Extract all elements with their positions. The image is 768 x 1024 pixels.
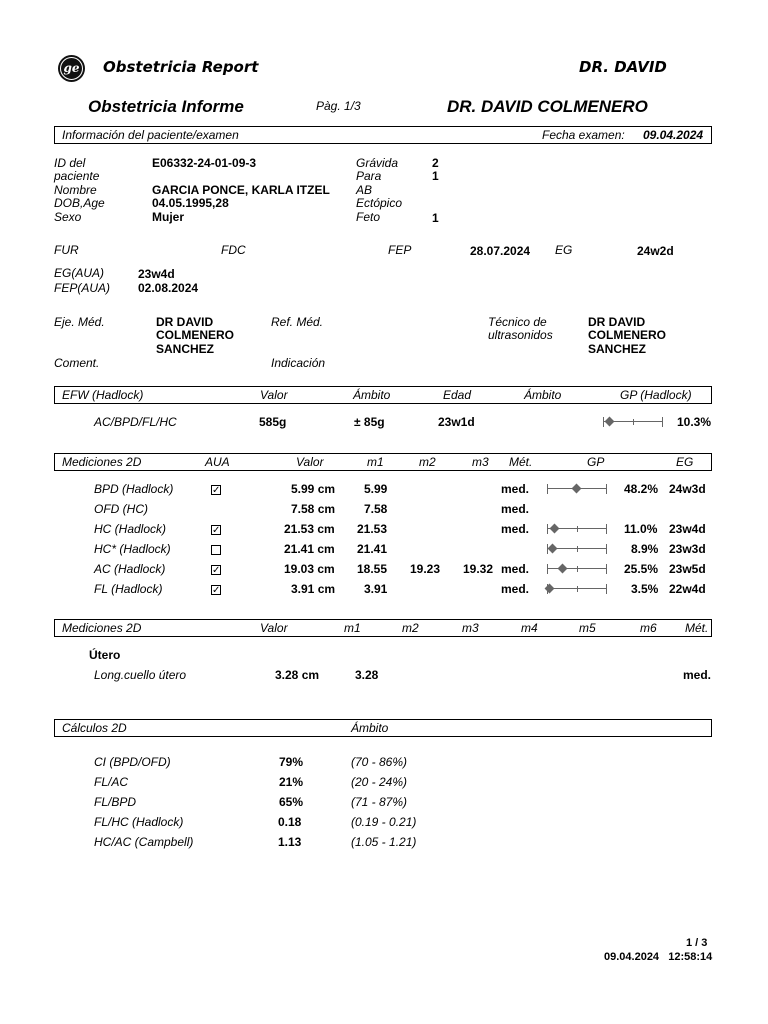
- patient-name: GARCIA PONCE, KARLA ITZEL: [152, 183, 330, 197]
- gp-tick-end: [662, 417, 663, 427]
- efw-section-header: [54, 386, 712, 404]
- gp-tick-start: [603, 417, 604, 427]
- med-row-label: BPD (Hadlock): [94, 482, 174, 496]
- patient-section-header: [54, 126, 712, 144]
- coment-label: Coment.: [54, 356, 100, 370]
- med-row-eg: 22w4d: [669, 582, 706, 596]
- feto-label: Feto: [356, 210, 381, 224]
- gp-tick-end: [606, 564, 607, 574]
- med-row-valor: 5.99 cm: [291, 482, 336, 496]
- report-doctor: DR. DAVID COLMENERO: [447, 97, 648, 116]
- cervix-m1: 3.28: [355, 668, 379, 682]
- med2d-section-header: [54, 453, 712, 471]
- eje-line-2: COLMENERO: [156, 328, 234, 342]
- efw-col-edad: Edad: [443, 388, 472, 402]
- calc-row-ambito: (70 - 86%): [351, 755, 408, 769]
- med2d-b-col-m1: m1: [344, 621, 361, 635]
- fep-value: 28.07.2024: [470, 244, 531, 258]
- name-label: Nombre: [54, 183, 97, 197]
- calc-row-valor: 65%: [279, 795, 304, 809]
- tech-line-2: COLMENERO: [588, 328, 666, 342]
- med2d-col-eg: EG: [676, 455, 694, 469]
- sex-label: Sexo: [54, 210, 82, 224]
- calc-row-label: FL/BPD: [94, 795, 137, 809]
- aua-checkbox: [211, 545, 221, 555]
- feto-value: 1: [432, 211, 439, 225]
- med-row-eg: 23w4d: [669, 522, 706, 536]
- eje-label: Eje. Méd.: [54, 315, 105, 329]
- med-row-gp-bar: [547, 522, 607, 536]
- cervix-valor: 3.28 cm: [275, 668, 320, 682]
- gravida-value: 2: [432, 156, 439, 170]
- calc2d-section-header: [54, 719, 712, 737]
- id-label: ID del: [54, 156, 86, 170]
- indicacion-label: Indicación: [271, 356, 326, 370]
- cervix-met: med.: [683, 668, 712, 682]
- fep-aua-label: FEP(AUA): [54, 281, 111, 295]
- gp-tick-end: [606, 544, 607, 554]
- patient-dob: 04.05.1995,28: [152, 196, 229, 210]
- med-row-gp-bar: [547, 562, 607, 576]
- tech-label-2: ultrasonidos: [488, 328, 553, 342]
- efw-row-edad: 23w1d: [438, 415, 475, 429]
- efw-row-gp: 10.3%: [677, 415, 712, 429]
- calc-row-label: HC/AC (Campbell): [94, 835, 194, 849]
- med-row-label: HC* (Hadlock): [94, 542, 171, 556]
- calc-row-label: FL/AC: [94, 775, 129, 789]
- med-row-gp: 25.5%: [624, 562, 659, 576]
- calc-row-valor: 1.13: [278, 835, 302, 849]
- med2d-b-col-valor: Valor: [260, 621, 288, 635]
- med-row-label: AC (Hadlock): [94, 562, 166, 576]
- med-row-m1: 5.99: [364, 482, 388, 496]
- med-row-gp: 11.0%: [624, 522, 658, 536]
- eg-aua-label: EG(AUA): [54, 266, 105, 280]
- calc2d-col-ambito: Ámbito: [351, 721, 389, 735]
- brand-title: Obstetricia Report: [103, 58, 259, 76]
- efw-title: EFW (Hadlock): [62, 388, 144, 402]
- med2d-title: Mediciones 2D: [62, 455, 142, 469]
- med2d-b-col-m6: m6: [640, 621, 657, 635]
- gp-tick-mid: [633, 419, 634, 425]
- calc-row-valor: 79%: [279, 755, 304, 769]
- fep-label: FEP: [388, 243, 412, 257]
- ref-label: Ref. Méd.: [271, 315, 324, 329]
- med-row-m1: 21.53: [357, 522, 388, 536]
- efw-col-gp: GP (Hadlock): [620, 388, 692, 402]
- gp-marker: [558, 564, 568, 574]
- calc-row-ambito: (71 - 87%): [351, 795, 408, 809]
- brand-doctor: DR. DAVID: [579, 58, 667, 76]
- page-indicator: Pàg. 1/3: [316, 99, 361, 113]
- med2d-col-m1: m1: [367, 455, 384, 469]
- med-row-gp: 8.9%: [631, 542, 659, 556]
- med2d-col-aua: AUA: [205, 455, 230, 469]
- aua-checkbox: ✓: [212, 525, 221, 536]
- eje-line-3: SANCHEZ: [156, 342, 215, 356]
- med-row-gp-bar: [547, 582, 607, 596]
- med-row-valor: 3.91 cm: [291, 582, 336, 596]
- eg-label: EG: [555, 243, 573, 257]
- med-row-eg: 23w3d: [669, 542, 706, 556]
- med-row-m1: 3.91: [364, 582, 388, 596]
- med2d-b-title: Mediciones 2D: [62, 621, 142, 635]
- med-row-label: FL (Hadlock): [94, 582, 163, 596]
- med-row-gp: 3.5%: [631, 582, 659, 596]
- med-row-met: med.: [501, 582, 530, 596]
- cervix-label: Long.cuello útero: [94, 668, 187, 682]
- gp-tick-mid: [577, 586, 578, 592]
- patient-sex: Mujer: [152, 210, 185, 224]
- aua-checkbox: ✓: [212, 485, 221, 496]
- footer-datetime: 09.04.2024 12:58:14: [604, 951, 713, 963]
- exam-date-label: Fecha examen:: [542, 128, 625, 142]
- calc-row-ambito: (20 - 24%): [351, 775, 408, 789]
- med-row-valor: 21.53 cm: [284, 522, 335, 536]
- id-label-2: paciente: [54, 169, 100, 183]
- med-row-valor: 19.03 cm: [284, 562, 335, 576]
- med2d-col-gp: GP: [587, 455, 605, 469]
- eje-line-1: DR DAVID: [156, 315, 214, 329]
- med-row-eg: 23w5d: [669, 562, 706, 576]
- med-row-gp-bar: [547, 542, 607, 556]
- ab-label: AB: [356, 183, 373, 197]
- tech-label-1: Técnico de: [488, 315, 547, 329]
- efw-col-valor: Valor: [260, 388, 288, 402]
- footer-page: 1 / 3: [686, 937, 708, 949]
- med-row-eg: 24w3d: [669, 482, 706, 496]
- tech-line-1: DR DAVID: [588, 315, 646, 329]
- med2d-b-col-met: Mét.: [685, 621, 709, 635]
- calc2d-title: Cálculos 2D: [62, 721, 127, 735]
- efw-gp-bar: [603, 415, 663, 429]
- efw-row-valor: 585g: [259, 415, 287, 429]
- calc-row-label: CI (BPD/OFD): [94, 755, 171, 769]
- med-row-m2: 19.23: [410, 562, 441, 576]
- med-row-m1: 18.55: [357, 562, 388, 576]
- med2d-col-m3: m3: [472, 455, 489, 469]
- fur-label: FUR: [54, 243, 79, 257]
- gp-marker: [548, 544, 558, 554]
- para-label: Para: [356, 169, 382, 183]
- gp-tick-mid: [577, 566, 578, 572]
- med-row-m1: 21.41: [357, 542, 388, 556]
- calc-row-ambito: (1.05 - 1.21): [351, 835, 417, 849]
- gp-tick-start: [547, 484, 548, 494]
- gp-tick-start: [547, 524, 548, 534]
- efw-col-ambito2: Ámbito: [524, 388, 562, 402]
- aua-checkbox: ✓: [212, 565, 221, 576]
- exam-date: 09.04.2024: [643, 128, 704, 142]
- dob-label: DOB,Age: [54, 196, 105, 210]
- patient-id: E06332-24-01-09-3: [152, 156, 257, 170]
- med-row-m1: 7.58: [364, 502, 388, 516]
- gp-tick-mid: [577, 526, 578, 532]
- report-title: Obstetricia Informe: [88, 97, 244, 116]
- med2d-b-col-m3: m3: [462, 621, 479, 635]
- gp-tick-end: [606, 484, 607, 494]
- gravida-label: Grávida: [356, 156, 399, 170]
- med2d-col-met: Mét.: [509, 455, 533, 469]
- med2d-b-col-m2: m2: [402, 621, 419, 635]
- efw-row-ambito: ± 85g: [354, 415, 385, 429]
- gp-tick-mid: [577, 546, 578, 552]
- med-row-label: HC (Hadlock): [94, 522, 167, 536]
- med2d-b-section-header: [54, 619, 712, 637]
- med-row-gp-bar: [547, 482, 607, 496]
- med-row-met: med.: [501, 522, 530, 536]
- gp-tick-end: [606, 584, 607, 594]
- med2d-col-m2: m2: [419, 455, 436, 469]
- efw-col-ambito: Ámbito: [353, 388, 391, 402]
- med2d-col-valor: Valor: [296, 455, 324, 469]
- fdc-label: FDC: [221, 243, 246, 257]
- gp-tick-start: [547, 564, 548, 574]
- gp-marker: [550, 524, 560, 534]
- calc-row-valor: 21%: [279, 775, 304, 789]
- gp-tick-end: [606, 524, 607, 534]
- med-row-gp: 48.2%: [624, 482, 659, 496]
- med-row-m3: 19.32: [463, 562, 494, 576]
- eg-aua-value: 23w4d: [138, 267, 175, 281]
- efw-row-label: AC/BPD/FL/HC: [94, 415, 177, 429]
- med-row-met: med.: [501, 482, 530, 496]
- uterus-group-label: Útero: [89, 648, 121, 662]
- med-row-valor: 7.58 cm: [291, 502, 336, 516]
- tech-line-3: SANCHEZ: [588, 342, 647, 356]
- med-row-met: med.: [501, 562, 530, 576]
- calc-row-label: FL/HC (Hadlock): [94, 815, 184, 829]
- calc-row-ambito: (0.19 - 0.21): [351, 815, 417, 829]
- gp-marker: [572, 484, 582, 494]
- eg-value: 24w2d: [637, 244, 674, 258]
- aua-checkbox: ✓: [212, 585, 221, 596]
- med-row-valor: 21.41 cm: [284, 542, 335, 556]
- med-row-met: med.: [501, 502, 530, 516]
- fep-aua-value: 02.08.2024: [138, 281, 199, 295]
- ectopic-label: Ectópico: [356, 196, 403, 210]
- med2d-b-col-m4: m4: [521, 621, 538, 635]
- med-row-label: OFD (HC): [94, 502, 148, 516]
- patient-section-title: Información del paciente/examen: [62, 128, 239, 142]
- gp-marker: [605, 417, 615, 427]
- para-value: 1: [432, 169, 439, 183]
- calc-row-valor: 0.18: [278, 815, 302, 829]
- ge-logo-icon: ge: [58, 55, 85, 82]
- med2d-b-col-m5: m5: [579, 621, 596, 635]
